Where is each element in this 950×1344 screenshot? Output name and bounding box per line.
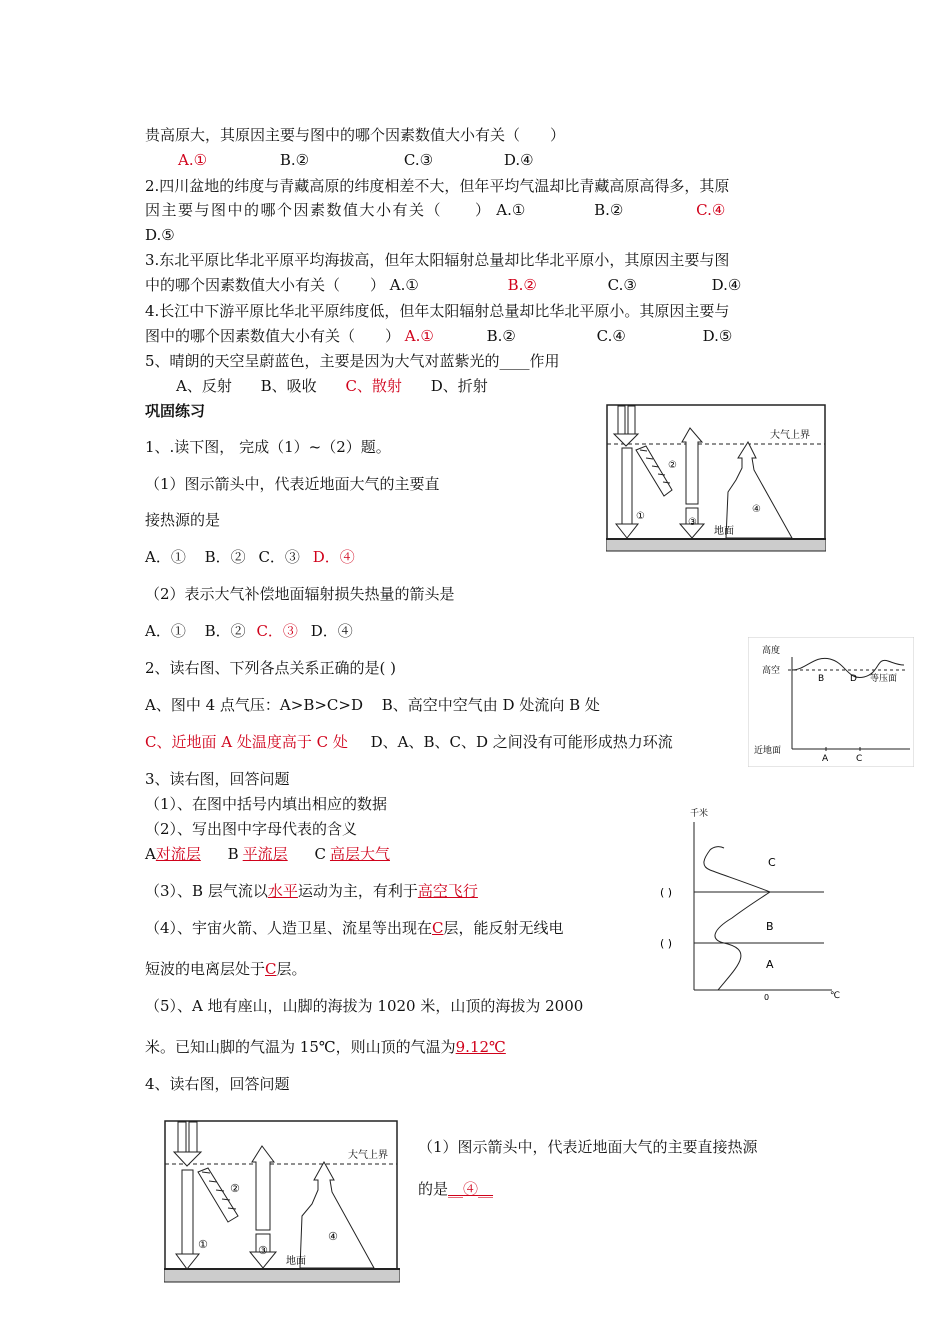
p2-options-cd bbox=[145, 731, 673, 753]
mark-4: ④ bbox=[752, 504, 761, 515]
p3-s4-mid: 层，能反射无线电 bbox=[443, 919, 564, 937]
p3-s3 bbox=[145, 880, 478, 902]
option-a: A.① bbox=[404, 327, 434, 345]
q-intro-options bbox=[178, 149, 534, 171]
p3-s5-pre: 米。已知山脚的气温为 15℃，则山顶的气温为 bbox=[145, 1038, 456, 1056]
top-label: 大气上界 bbox=[348, 1150, 388, 1161]
y-title: 高度 bbox=[762, 646, 781, 656]
point-d: D bbox=[850, 674, 857, 684]
answer-c-layer: C bbox=[432, 919, 444, 937]
p3-s2-answers bbox=[145, 843, 390, 865]
option-d: D、折射 bbox=[430, 377, 488, 395]
option-a: A、图中 4 点气压：A>B>C>D bbox=[145, 696, 363, 714]
p3-s1: （1）、在图中括号内填出相应的数据 bbox=[145, 795, 388, 813]
p4-s1-line2 bbox=[418, 1178, 493, 1200]
p4-s1-line1: （1）图示箭头中，代表近地面大气的主要直接热源 bbox=[418, 1138, 758, 1156]
answer-temperature: 9.12℃ bbox=[455, 1038, 506, 1056]
q4-line2 bbox=[145, 325, 732, 347]
isobar-figure bbox=[748, 637, 914, 767]
heat-budget-figure bbox=[606, 404, 826, 552]
option-b: B．② bbox=[204, 622, 246, 640]
x-unit: ℃ bbox=[830, 991, 841, 1001]
high-label: 高空 bbox=[762, 666, 781, 676]
layers-figure bbox=[652, 800, 847, 1004]
q3-stem: 中的哪个因素数值大小有关（ ） bbox=[145, 276, 386, 294]
q5-options bbox=[176, 375, 488, 397]
answer-ionosphere: C bbox=[265, 960, 277, 978]
mark-2: ② bbox=[668, 460, 677, 471]
p3-s5-line1: （5）、A 地有座山，山脚的海拔为 1020 米，山顶的海拔为 2000 bbox=[145, 997, 584, 1015]
option-b: B、高空中空气由 D 处流向 B 处 bbox=[381, 696, 600, 714]
q-intro-line: 贵高原大，其原因主要与图中的哪个因素数值大小有关（ ） bbox=[145, 126, 566, 144]
option-c: C、散射 bbox=[345, 377, 402, 395]
p3-s3-pre: （3）、B 层气流以 bbox=[145, 882, 268, 900]
answer-ground: __④__ bbox=[448, 1180, 494, 1198]
top-label: 大气上界 bbox=[770, 430, 810, 441]
ground-label: 地面 bbox=[286, 1256, 306, 1267]
isobar-label: 等压面 bbox=[870, 674, 898, 684]
layer-b: B bbox=[766, 920, 774, 933]
q2-stem: 因主要与图中的哪个因素数值大小有关（ ） bbox=[145, 201, 492, 219]
option-c: C．③ bbox=[258, 548, 300, 566]
option-c: C、近地面 A 处温度高于 C 处 bbox=[145, 733, 348, 751]
p3-s5-line2 bbox=[145, 1036, 506, 1058]
option-a: A.① bbox=[178, 151, 208, 169]
q4-line1: 4.长江中下游平原比华北平原纬度低，但年太阳辐射总量却比华北平原小。其原因主要与 bbox=[145, 302, 730, 320]
option-d: D.④ bbox=[503, 151, 534, 169]
q3-line2 bbox=[145, 274, 741, 296]
p1-s1-line1: （1）图示箭头中，代表近地面大气的主要直 bbox=[145, 475, 440, 493]
option-a: A.① bbox=[389, 276, 419, 294]
mark-3: ③ bbox=[258, 1244, 268, 1257]
q4-stem: 图中的哪个因素数值大小有关（ ） bbox=[145, 327, 401, 345]
option-b: B.② bbox=[594, 201, 624, 219]
label-b: B bbox=[227, 845, 239, 863]
option-d: D．④ bbox=[310, 622, 353, 640]
p3-s4-pre: （4）、宇宙火箭、人造卫星、流星等出现在 bbox=[145, 919, 433, 937]
low-label: 近地面 bbox=[754, 746, 782, 756]
p3-s4-line2 bbox=[145, 958, 307, 980]
option-b: B.② bbox=[279, 151, 310, 169]
option-b: B、吸收 bbox=[260, 377, 317, 395]
layer-a: A bbox=[766, 958, 774, 971]
p1-s2-line: （2）表示大气补偿地面辐射损失热量的箭头是 bbox=[145, 585, 455, 603]
option-c: C.④ bbox=[596, 327, 626, 345]
y-unit: 千米 bbox=[690, 809, 709, 819]
option-a: A．① bbox=[145, 548, 186, 566]
mark-1: ① bbox=[198, 1238, 208, 1251]
p3-s2: （2）、写出图中字母代表的含义 bbox=[145, 820, 358, 838]
layer-c: C bbox=[768, 856, 776, 869]
q3-line1: 3.东北平原比华北平原平均海拔高，但年太阳辐射总量却比华北平原小，其原因主要与图 bbox=[145, 251, 730, 269]
mark-4: ④ bbox=[328, 1230, 338, 1243]
bracket-lower: ( ) bbox=[660, 937, 673, 950]
option-c: C.④ bbox=[696, 201, 726, 219]
p3-s4-line2-post: 层。 bbox=[276, 960, 307, 978]
option-b: B.② bbox=[507, 276, 537, 294]
option-c: C.③ bbox=[403, 151, 434, 169]
option-d: D．④ bbox=[312, 548, 355, 566]
option-a: A．① bbox=[145, 622, 186, 640]
p3-s4-line1 bbox=[145, 917, 564, 939]
label-c: C bbox=[314, 845, 326, 863]
p1-s2-options bbox=[145, 620, 353, 642]
option-c: C．③ bbox=[256, 622, 298, 640]
p1-s1-line2: 接热源的是 bbox=[145, 511, 221, 529]
p3-s4-line2-pre: 短波的电离层处于 bbox=[145, 960, 266, 978]
bracket-upper: ( ) bbox=[660, 886, 673, 899]
q5-line1: 5、晴朗的天空呈蔚蓝色，主要是因为大气对蓝紫光的____作用 bbox=[145, 352, 560, 370]
heat-budget-figure-2 bbox=[164, 1120, 400, 1284]
option-d: D、A、B、C、D 之间没有可能形成热力环流 bbox=[370, 733, 673, 751]
point-b: B bbox=[818, 674, 825, 684]
q2-line2 bbox=[145, 199, 725, 221]
answer-a: 对流层 bbox=[155, 845, 201, 863]
zero-label: 0 bbox=[764, 993, 770, 1002]
option-a: A.① bbox=[496, 201, 526, 219]
option-d: D.⑤ bbox=[702, 327, 733, 345]
label-a: A bbox=[145, 845, 156, 863]
option-c: C.③ bbox=[607, 276, 637, 294]
p4-title: 4、读右图，回答问题 bbox=[145, 1075, 290, 1093]
p1-title: 1、.读下图， 完成（1）~（2）题。 bbox=[145, 438, 391, 456]
answer-b: 平流层 bbox=[242, 845, 288, 863]
p4-s1-pre: 的是 bbox=[418, 1180, 449, 1198]
p2-options-ab bbox=[145, 694, 600, 716]
p3-title: 3、读右图，回答问题 bbox=[145, 770, 290, 788]
mark-2: ② bbox=[230, 1182, 240, 1195]
answer-c: 高层大气 bbox=[329, 845, 390, 863]
answer-horizontal: 水平 bbox=[267, 882, 298, 900]
mark-3: ③ bbox=[688, 517, 697, 528]
point-a: A bbox=[822, 754, 829, 764]
option-b: B．② bbox=[204, 548, 246, 566]
option-a: A、反射 bbox=[176, 377, 232, 395]
q2-line3: D.⑤ bbox=[145, 226, 175, 244]
option-b: B.② bbox=[486, 327, 516, 345]
point-c: C bbox=[856, 754, 863, 764]
section-title: 巩固练习 bbox=[145, 402, 206, 420]
p2-title: 2、读右图、下列各点关系正确的是( ) bbox=[145, 659, 397, 677]
p3-s3-mid: 运动为主，有利于 bbox=[297, 882, 418, 900]
ground-label: 地面 bbox=[714, 526, 734, 537]
p1-s1-options bbox=[145, 546, 355, 568]
option-d: D.④ bbox=[711, 276, 742, 294]
q2-line1: 2.四川盆地的纬度与青藏高原的纬度相差不大，但年平均气温却比青藏高原高得多，其原 bbox=[145, 177, 730, 195]
answer-flight: 高空飞行 bbox=[417, 882, 478, 900]
mark-1: ① bbox=[636, 511, 645, 522]
